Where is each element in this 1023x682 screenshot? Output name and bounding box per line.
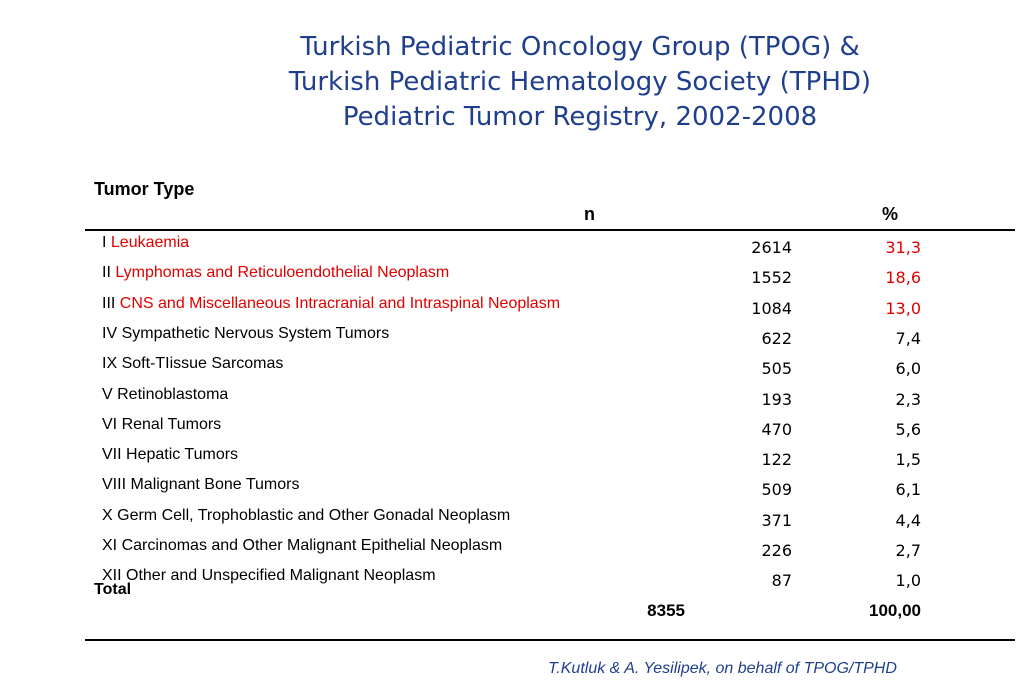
tumor-group-numeral: IV [102, 324, 118, 342]
case-percent: 6,1 [895, 480, 921, 500]
tumor-type-label [102, 234, 189, 252]
tumor-type-label [102, 355, 283, 373]
case-count: 122 [761, 450, 792, 470]
table-row [0, 567, 1023, 597]
case-count: 622 [761, 328, 792, 348]
tumor-type-label [102, 295, 560, 313]
title-line-1: Turkish Pediatric Oncology Group (TPOG) & [300, 32, 860, 62]
tumor-group-numeral: VI [102, 415, 118, 433]
table-row [0, 295, 1023, 325]
tumor-group-numeral: V [102, 385, 113, 403]
tumor-group-numeral: II [102, 264, 111, 282]
table-row [0, 386, 1023, 416]
tumor-group-numeral: VIII [102, 476, 127, 494]
table-row [0, 446, 1023, 476]
table-row [0, 264, 1023, 294]
tumor-type-name: Carcinomas and Other Malignant Epithelial Neoplasm [121, 537, 503, 554]
tumor-type-name: Malignant Bone Tumors [130, 476, 300, 494]
case-percent: 18,6 [885, 268, 921, 288]
tumor-type-name: Soft-TIissue Sarcomas [121, 355, 284, 373]
table-row [0, 416, 1023, 446]
tumor-type-name: Leukaemia [110, 234, 190, 251]
tumor-type-name: Renal Tumors [121, 415, 222, 433]
case-percent: 1,5 [895, 450, 921, 470]
column-header-percent: % [882, 204, 899, 224]
table-row [0, 234, 1023, 264]
tumor-group-numeral: X [102, 506, 113, 524]
tumor-type-name: CNS and Miscellaneous Intracranial and Intraspinal Neoplasm [119, 294, 561, 312]
case-count: 509 [761, 480, 792, 500]
total-n: 8355 [647, 601, 685, 620]
tumor-group-numeral: XI [102, 537, 118, 554]
tumor-type-label [102, 537, 502, 555]
case-percent: 5,6 [895, 419, 921, 439]
case-count: 87 [771, 571, 792, 591]
title-line-2: Turkish Pediatric Hematology Society (TPHD) [288, 67, 872, 97]
tumor-group-numeral: III [102, 294, 116, 312]
case-count: 226 [761, 541, 792, 560]
case-percent: 1,0 [895, 571, 921, 591]
tumor-group-numeral: IX [102, 355, 118, 373]
column-header-tumor-type: Tumor Type [94, 179, 195, 199]
tumor-type-name: Sympathetic Nervous System Tumors [121, 324, 390, 342]
table-top-rule [85, 229, 1015, 231]
case-percent: 7,4 [895, 328, 921, 348]
tumor-type-label [102, 416, 221, 434]
tumor-type-label [102, 264, 449, 282]
total-label: Total [94, 581, 132, 598]
table-bottom-rule [85, 639, 1015, 641]
case-percent: 13,0 [885, 298, 921, 318]
tumor-type-name: Lymphomas and Reticuloendothelial Neoplasm [115, 264, 450, 282]
table-row [0, 537, 1023, 567]
slide-title [190, 30, 970, 135]
tumor-group-numeral: I [102, 234, 107, 251]
case-count: 505 [761, 359, 792, 379]
case-count: 1084 [751, 298, 792, 318]
case-percent: 4,4 [895, 510, 921, 530]
tumor-type-name: Retinoblastoma [117, 385, 229, 403]
tumor-type-name: Germ Cell, Trophoblastic and Other Gonadal Neoplasm [117, 506, 511, 524]
case-count: 1552 [751, 268, 792, 288]
tumor-type-label [102, 476, 299, 494]
case-percent: 31,3 [885, 238, 921, 257]
total-percent: 100,00 [869, 601, 921, 620]
table-row [0, 325, 1023, 355]
tumor-type-label [102, 325, 389, 343]
tumor-type-label [102, 446, 238, 464]
case-count: 2614 [751, 238, 792, 257]
tumor-type-label [102, 386, 228, 404]
case-percent: 6,0 [895, 359, 921, 379]
tumor-type-label [102, 507, 510, 525]
case-percent: 2,3 [895, 389, 921, 409]
tumor-type-label [102, 567, 436, 585]
table-row [0, 507, 1023, 537]
case-count: 470 [761, 419, 792, 439]
tumor-type-name: Hepatic Tumors [126, 446, 239, 464]
tumor-type-name: Other and Unspecified Malignant Neoplasm [126, 567, 436, 585]
case-count: 371 [761, 510, 792, 530]
table-row [0, 355, 1023, 385]
case-count: 193 [761, 389, 792, 409]
tumor-group-numeral: XII [102, 567, 122, 585]
column-header-n: n [584, 204, 595, 224]
table-row [0, 476, 1023, 506]
tumor-group-numeral: VII [102, 446, 122, 464]
title-line-3: Pediatric Tumor Registry, 2002-2008 [342, 102, 818, 132]
credit-line: T.Kutluk & A. Yesilipek, on behalf of TPOG/TPHD [548, 660, 897, 677]
case-percent: 2,7 [895, 541, 921, 560]
